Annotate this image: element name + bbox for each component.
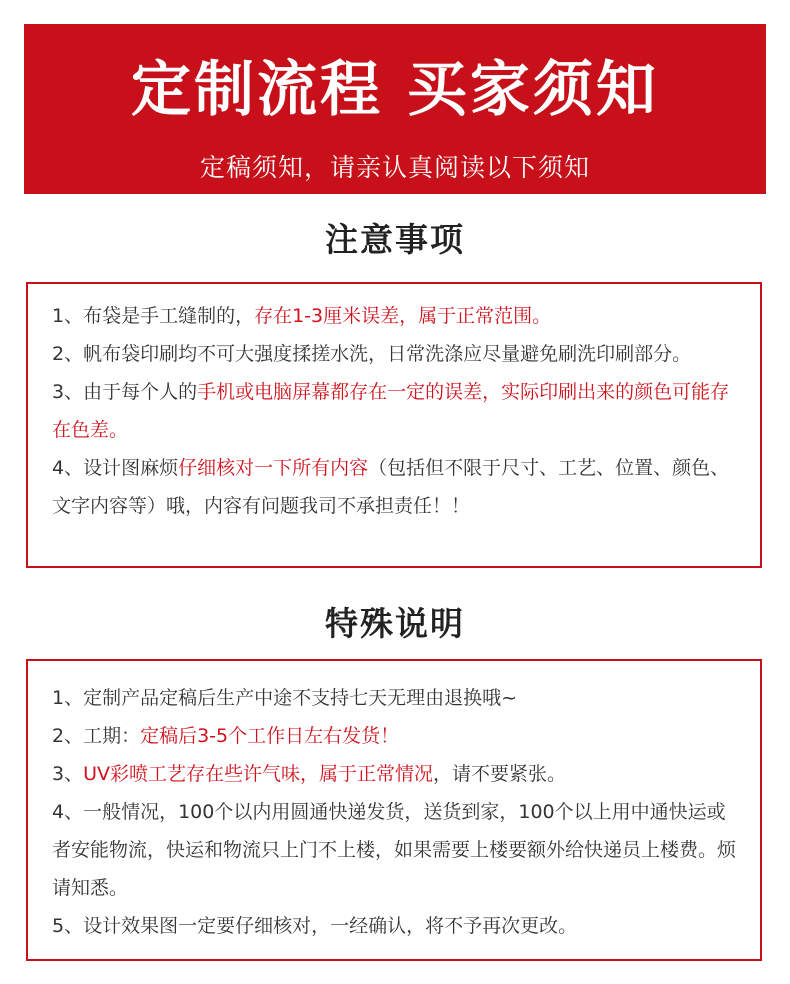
notice-item-1-text: 1、布袋是手工缝制的， [52,305,255,327]
notice-item-4 [52,449,736,525]
banner-subtitle: 定稿须知，请亲认真阅读以下须知 [199,153,590,182]
banner-title: 定制流程 买家须知 [131,55,659,125]
special-item-3-highlight: UV彩喷工艺存在些许气味，属于正常情况 [83,763,433,785]
notice-item-1 [52,297,736,335]
notice-box [26,282,762,568]
notice-item-4-tail: （包括但不限于尺寸、工艺、位置、颜色、文字内容等）哦，内容有问题我司不承担责任！！ [52,457,730,517]
special-item-2-text: 2、工期： [52,725,141,747]
notice-item-4-highlight: 仔细核对一下所有内容 [178,457,369,479]
notice-item-3-highlight: 手机或电脑屏幕都存在一定的误差，实际印刷出来的颜色可能存在色差。 [52,381,730,441]
special-item-5-text: 5、设计效果图一定要仔细核对，一经确认，将不予再次更改。 [52,915,578,937]
special-item-3-tail: ，请不要紧张。 [433,763,567,785]
notice-section-title: 注意事项 [325,220,465,259]
special-item-5 [52,907,736,945]
special-item-4-text: 4、一般情况，100个以内用圆通快递发货，送货到家，100个以上用中通快运或者安能物流，快运和物流只上门不上楼，如果需要上楼要额外给快递员上楼费。烦请知悉。 [52,801,737,899]
notice-item-1-highlight: 存在1-3厘米误差，属于正常范围。 [254,305,552,327]
special-item-2-highlight: 定稿后3-5个工作日左右发货！ [140,725,400,747]
special-item-3-text: 3、 [52,763,84,785]
header-banner [24,24,766,194]
special-item-1-text: 1、定制产品定稿后生产中途不支持七天无理由退换哦~ [52,687,518,709]
notice-item-3-text: 3、由于每个人的 [52,381,198,403]
notice-item-4-text: 4、设计图麻烦 [52,457,179,479]
special-item-4 [52,793,736,907]
notice-item-2-text: 2、帆布袋印刷均不可大强度揉搓水洗，日常洗涤应尽量避免刷洗印刷部分。 [52,343,692,365]
special-item-3 [52,755,736,793]
notice-item-3 [52,373,736,449]
special-box [26,659,762,961]
special-section-title: 特殊说明 [325,604,465,643]
notice-item-2 [52,335,736,373]
special-item-1 [52,679,736,717]
special-item-2 [52,717,736,755]
